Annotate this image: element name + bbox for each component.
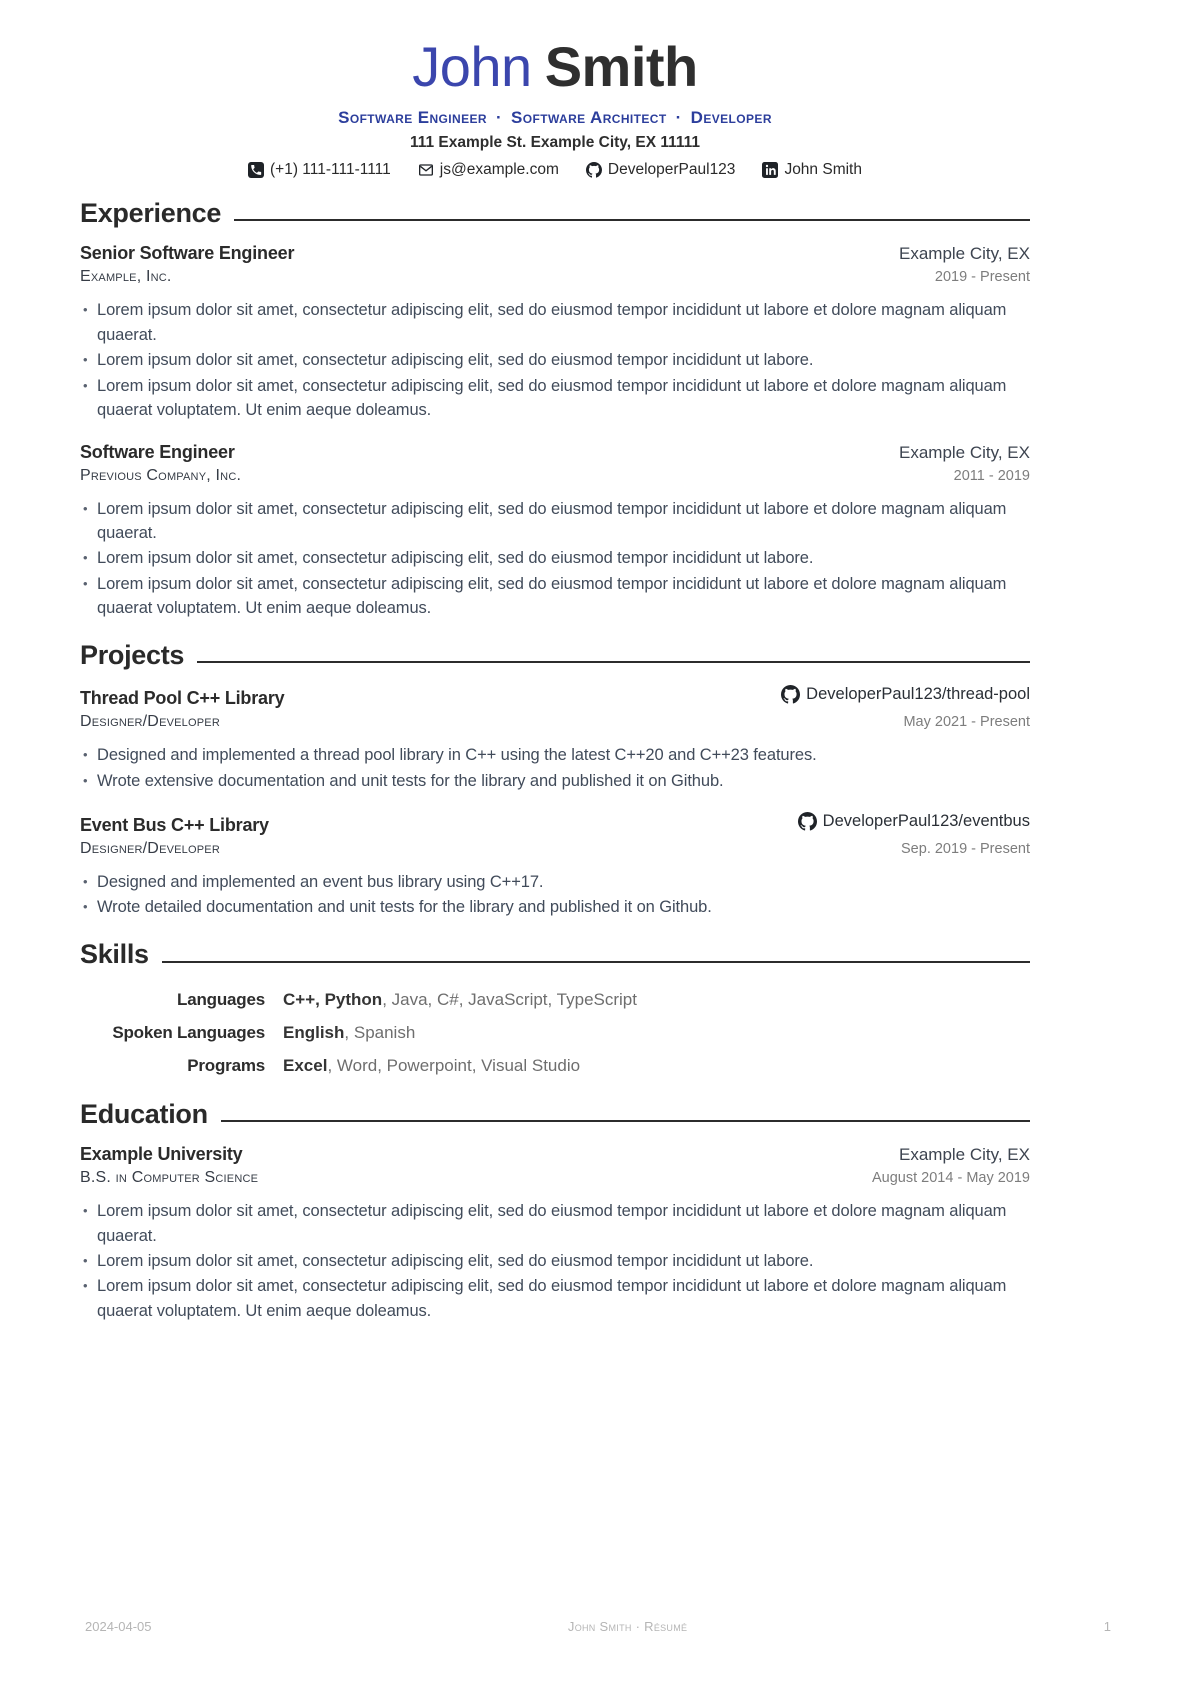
footer-document-title: John Smith · Résumé [567, 1619, 688, 1634]
skill-label-languages: Languages [177, 989, 265, 1009]
repo-path: DeveloperPaul123/thread-pool [806, 685, 1030, 704]
first-name: John [412, 35, 532, 98]
entry-subhead [80, 1169, 1030, 1187]
footer-date: 2024-04-05 [85, 1619, 152, 1634]
entry-head [80, 243, 1030, 264]
project-bullet: • Wrote detailed documentation and unit tests for the library and published it on Github. [80, 895, 1030, 919]
entry-subhead [80, 713, 1030, 731]
tagline-software-architect: Software Architect [511, 107, 667, 127]
experience-entry-2 [80, 442, 1030, 621]
skill-label-spoken-languages: Spoken Languages [112, 1022, 265, 1042]
section-projects-header [80, 641, 1030, 671]
education-bullet: • Lorem ipsum dolor sit amet, consectetur adipiscing elit, sed do eiusmod tempor incididunt ut labore. [80, 1249, 1030, 1273]
resume-header [80, 35, 1030, 179]
section-title-experience: Experience [80, 197, 222, 228]
section-title-education: Education [80, 1098, 208, 1129]
tagline-software-engineer: Software Engineer [338, 107, 487, 127]
github-username: DeveloperPaul123 [607, 160, 736, 178]
skill-regular-items: , Spanish [344, 1022, 416, 1042]
linkedin-icon [762, 162, 778, 178]
job-dates: 2011 - 2019 [953, 467, 1030, 484]
github-icon [781, 685, 800, 704]
taglines [80, 108, 1030, 128]
email-icon [418, 162, 434, 178]
entry-head [80, 812, 1030, 836]
skill-strong-items: English [283, 1022, 345, 1042]
entry-head [80, 685, 1030, 709]
job-location: Example City, EX [898, 442, 1030, 462]
school-location: Example City, EX [898, 1145, 1030, 1165]
job-location: Example City, EX [898, 244, 1030, 264]
experience-entry-1 [80, 243, 1030, 422]
full-name [80, 35, 1030, 98]
project-entry-2 [80, 812, 1030, 920]
skill-regular-items: , Java, C#, JavaScript, TypeScript [382, 989, 637, 1009]
entry-subhead [80, 467, 1030, 485]
company-name: Previous Company, Inc. [80, 466, 242, 484]
entry-head [80, 1144, 1030, 1165]
job-bullet: • Lorem ipsum dolor sit amet, consectetur adipiscing elit, sed do eiusmod tempor incididunt ut labore. [80, 546, 1030, 570]
entry-head [80, 442, 1030, 463]
section-experience-header [80, 199, 1030, 229]
skill-value-programs [283, 1056, 1030, 1076]
github-profile-link[interactable] [586, 161, 736, 179]
project-name: Thread Pool C++ Library [80, 688, 285, 709]
job-bullet: • Lorem ipsum dolor sit amet, consectetur adipiscing elit, sed do eiusmod tempor incididunt ut labore. [80, 348, 1030, 372]
phone-text: (+1) 111-111-1111 [270, 160, 391, 178]
email-text: js@example.com [439, 160, 559, 178]
education-bullet: • Lorem ipsum dolor sit amet, consectetur adipiscing elit, sed do eiusmod tempor incididunt ut labore et dolore magnam aliquam quaerat voluptatem. Ut enim aeque doleamus. [80, 1274, 1030, 1323]
project-repo-link[interactable] [798, 812, 1030, 831]
tagline-separator: · [495, 107, 503, 127]
skill-strong-items: C++, Python [283, 989, 383, 1009]
linkedin-profile-link[interactable] [762, 161, 862, 179]
project-name: Event Bus C++ Library [80, 815, 269, 836]
skill-value-languages [283, 990, 1030, 1010]
entry-subhead [80, 840, 1030, 858]
job-title: Senior Software Engineer [80, 243, 295, 264]
project-role: Designer/Developer [80, 840, 220, 858]
project-role: Designer/Developer [80, 713, 220, 731]
skill-regular-items: , Word, Powerpoint, Visual Studio [327, 1055, 581, 1075]
tagline-developer: Developer [690, 107, 772, 127]
project-bullet-list [80, 870, 1030, 920]
section-rule [162, 961, 1030, 963]
project-bullet: • Designed and implemented an event bus library using C++17. [80, 870, 1030, 894]
skill-strong-items: Excel [283, 1055, 328, 1075]
education-dates: August 2014 - May 2019 [872, 1170, 1030, 1187]
page-footer [85, 1619, 1111, 1634]
footer-page-number: 1 [1103, 1619, 1111, 1634]
skill-label-programs: Programs [187, 1055, 265, 1075]
project-bullet-list [80, 743, 1030, 793]
section-rule [234, 219, 1030, 221]
phone-icon [248, 162, 264, 178]
section-rule [197, 661, 1030, 663]
contact-row [80, 161, 1030, 179]
job-title: Software Engineer [80, 441, 235, 462]
project-dates: Sep. 2019 - Present [901, 841, 1030, 858]
tagline-separator: · [675, 107, 682, 127]
section-title-skills: Skills [80, 938, 149, 969]
education-bullet: • Lorem ipsum dolor sit amet, consectetur adipiscing elit, sed do eiusmod tempor incididunt ut labore et dolore magnam aliquam quaerat. [80, 1199, 1030, 1248]
job-bullet: • Lorem ipsum dolor sit amet, consectetur adipiscing elit, sed do eiusmod tempor incididunt ut labore et dolore magnam aliquam quaerat. [80, 497, 1030, 546]
github-icon [586, 162, 602, 178]
section-skills-header [80, 940, 1030, 970]
job-bullet: • Lorem ipsum dolor sit amet, consectetur adipiscing elit, sed do eiusmod tempor incididunt ut labore et dolore magnam aliquam quaerat. [80, 298, 1030, 347]
project-bullet: • Designed and implemented a thread pool library in C++ using the latest C++20 and C++23 features. [80, 743, 1030, 767]
company-name: Example, Inc. [80, 268, 172, 286]
linkedin-name: John Smith [784, 160, 862, 178]
skill-value-spoken-languages [283, 1023, 1030, 1043]
school-name: Example University [80, 1144, 243, 1165]
section-rule [221, 1120, 1030, 1122]
section-title-projects: Projects [80, 639, 185, 670]
job-bullet: • Lorem ipsum dolor sit amet, consectetur adipiscing elit, sed do eiusmod tempor incididunt ut labore et dolore magnam aliquam quaerat voluptatem. Ut enim aeque doleamus. [80, 572, 1030, 621]
degree-name: B.S. in Computer Science [80, 1169, 259, 1187]
job-bullet: • Lorem ipsum dolor sit amet, consectetur adipiscing elit, sed do eiusmod tempor incididunt ut labore et dolore magnam aliquam quaerat voluptatem. Ut enim aeque doleamus. [80, 374, 1030, 423]
address-line: 111 Example St. Example City, EX 11111 [409, 133, 701, 151]
project-repo-link[interactable] [781, 685, 1030, 704]
phone-link[interactable] [248, 161, 391, 179]
email-link[interactable] [418, 161, 559, 179]
job-bullet-list [80, 298, 1030, 422]
project-dates: May 2021 - Present [903, 714, 1030, 731]
github-icon [798, 812, 817, 831]
job-bullet-list [80, 497, 1030, 621]
entry-subhead [80, 268, 1030, 286]
project-entry-1 [80, 685, 1030, 793]
education-bullet-list [80, 1199, 1030, 1323]
repo-path: DeveloperPaul123/eventbus [822, 812, 1030, 831]
skills-table [80, 990, 1030, 1076]
project-bullet: • Wrote extensive documentation and unit tests for the library and published it on Github. [80, 769, 1030, 793]
section-education-header [80, 1100, 1030, 1130]
job-dates: 2019 - Present [934, 269, 1030, 286]
last-name: Smith [544, 35, 698, 98]
education-entry-1 [80, 1144, 1030, 1323]
